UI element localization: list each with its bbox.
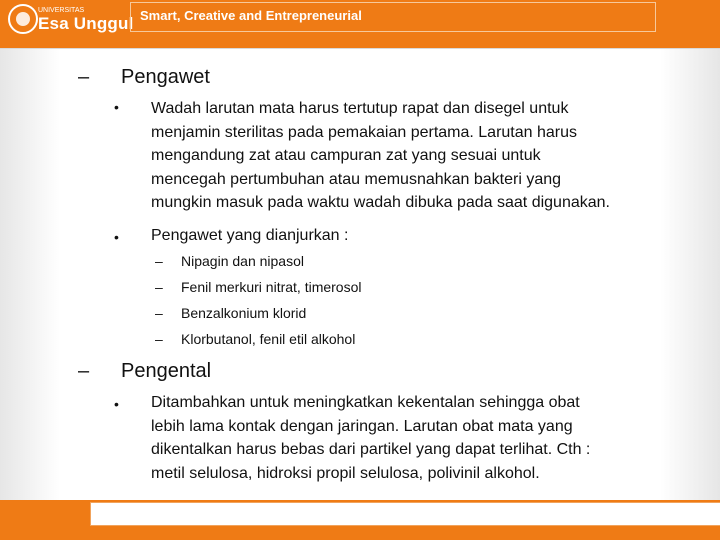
paragraph-line: mungkin masuk pada waktu wadah dibuka pada saat digunakan. <box>151 194 610 211</box>
section-dash: – <box>78 360 90 382</box>
paragraph-container-ditambahkan <box>151 391 590 485</box>
paragraph-line: mencegah pertumbuhan atau memusnahkan bakteri yang <box>151 170 562 188</box>
paragraph-line: mengandung zat atau campuran zat yang sesuai untuk <box>151 147 541 164</box>
section-title-pengawet: Pengawet <box>121 66 210 88</box>
paragraph-container-dianjurkan <box>151 224 348 248</box>
section-title-pengental: Pengental <box>121 360 212 382</box>
sub-dash: – <box>155 331 163 347</box>
sub-item-fenil-merkuri: Fenil merkuri nitrat, timerosol <box>181 279 362 295</box>
footer-bar <box>0 500 720 540</box>
paragraph-line: Ditambahkan untuk meningkatkan kekentalan sehingga obat <box>151 394 580 411</box>
logo-caption: UNIVERSITAS <box>38 7 85 14</box>
paragraph-line: menjamin sterilitas pada pemakaian pertama. Larutan harus <box>151 123 578 141</box>
tagline: Smart, Creative and Entrepreneurial <box>140 8 362 23</box>
section-dash: – <box>78 66 90 88</box>
sub-dash: – <box>155 279 163 295</box>
paragraph-container-wadah <box>151 97 610 215</box>
paragraph-line: metil selulosa, hidroksi propil selulosa, polivinil alkohol. <box>151 464 540 482</box>
sub-dash: – <box>155 253 163 269</box>
sub-item-nipagin: Nipagin dan nipasol <box>181 253 304 269</box>
bullet-icon: • <box>114 396 119 412</box>
bullet-icon: • <box>114 99 119 115</box>
paragraph-line: Pengawet yang dianjurkan : <box>151 227 349 244</box>
paragraph-line: lebih lama kontak dengan jaringan. Larutan obat mata yang <box>151 417 573 435</box>
sub-item-benzalkonium: Benzalkonium klorid <box>181 305 307 321</box>
paragraph-line: dikentalkan harus bebas dari partikel yang dapat terlihat. Cth : <box>151 441 591 458</box>
university-seal-icon <box>8 4 38 34</box>
header-bar <box>0 0 720 48</box>
sub-dash: – <box>155 305 163 321</box>
bullet-icon: • <box>114 229 119 245</box>
paragraph-line: Wadah larutan mata harus tertutup rapat dan disegel untuk <box>151 100 569 117</box>
university-logo: Esa Unggul <box>38 14 134 33</box>
sub-item-klorbutanol: Klorbutanol, fenil etil alkohol <box>181 331 356 347</box>
footer-frame <box>90 502 720 526</box>
